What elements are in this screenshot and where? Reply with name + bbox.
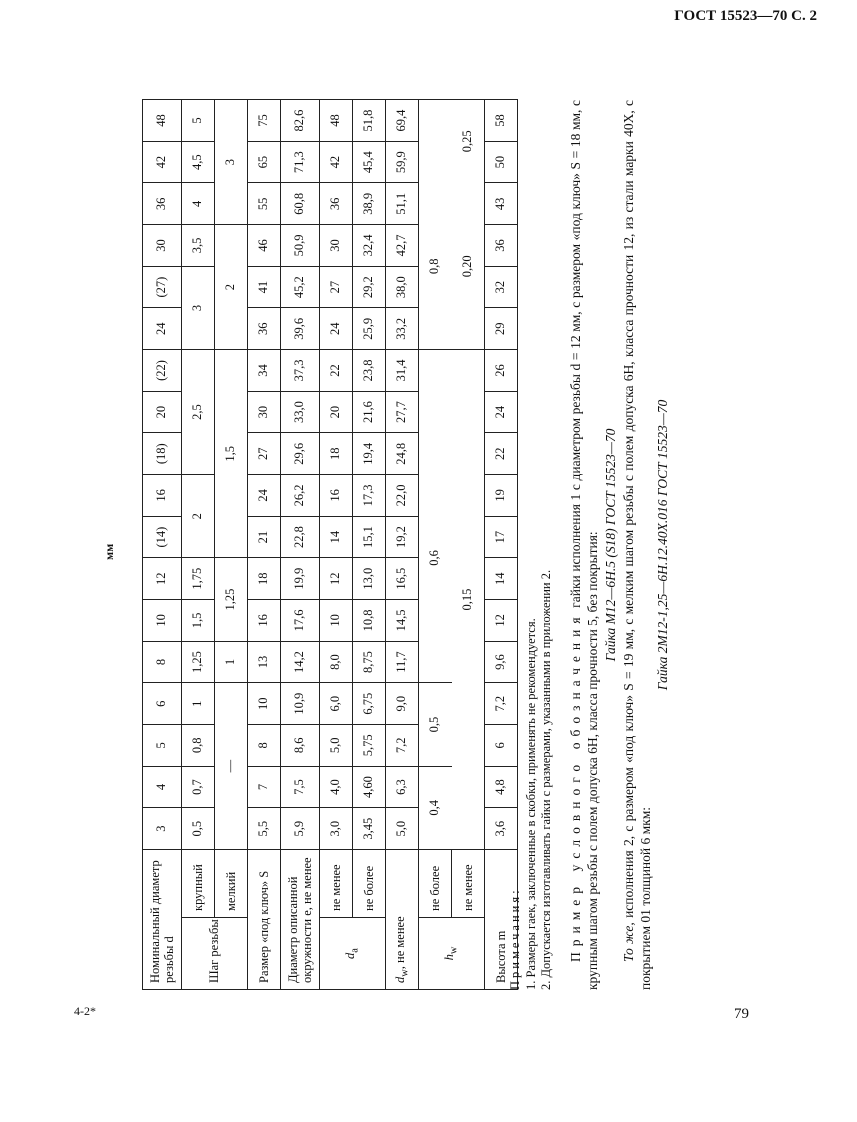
da-max-cell: 45,4	[353, 141, 386, 183]
da-max-cell: 38,9	[353, 183, 386, 225]
label-da-max: не более	[353, 849, 386, 917]
dw-cell: 19,2	[386, 516, 419, 558]
example-paragraph-1: Пример условного обозначения гайки исполнения 1 с диаметром резьбы d = 12 мм, с размером «под ключ» S = 18 мм, с крупным шагом резьбы с полем допуска 6H, класса прочности 5, без покрытия:	[568, 99, 600, 990]
wrench-cell: 16	[248, 600, 281, 642]
diameter-cell: 30	[143, 225, 182, 267]
hw-min-cell: 0,20	[452, 183, 485, 350]
coarse-pitch-cell: 0,7	[182, 766, 215, 808]
notes-heading: Примечания:	[508, 887, 522, 990]
diameter-cell: 42	[143, 141, 182, 183]
label-da-min: не менее	[320, 849, 353, 917]
wrench-cell: 13	[248, 641, 281, 683]
note-item: 1. Размеры гаек, заключенные в скобки, применять не рекомендуется.	[523, 618, 538, 990]
da-min-cell: 12	[320, 558, 353, 600]
hw-max-blank	[419, 100, 452, 183]
row-hw-min	[452, 100, 485, 990]
height-cell: 58	[485, 100, 518, 142]
da-min-cell: 4,0	[320, 766, 353, 808]
height-cell: 17	[485, 516, 518, 558]
designation-2: Гайка 2М12-1,25—6Н.12.40Х.016 ГОСТ 15523—70	[655, 399, 671, 691]
dw-cell: 6,3	[386, 766, 419, 808]
fine-pitch-cell: —	[215, 683, 248, 850]
height-cell: 32	[485, 266, 518, 308]
coarse-pitch-cell: 1	[182, 683, 215, 725]
height-cell: 43	[485, 183, 518, 225]
diameter-cell: 24	[143, 308, 182, 350]
dw-cell: 22,0	[386, 475, 419, 517]
hw-min-blank	[452, 683, 485, 850]
label-hw-min: не менее	[452, 849, 485, 917]
coarse-pitch-cell: 4	[182, 183, 215, 225]
height-cell: 50	[485, 141, 518, 183]
wrench-cell: 5,5	[248, 808, 281, 850]
da-min-cell: 20	[320, 391, 353, 433]
diameter-cell: 36	[143, 183, 182, 225]
coarse-pitch-cell: 4,5	[182, 141, 215, 183]
da-max-cell: 25,9	[353, 308, 386, 350]
row-fine-pitch	[215, 100, 248, 990]
wrench-cell: 41	[248, 266, 281, 308]
row-circumscribed-diameter	[281, 100, 320, 990]
row-da-max	[353, 100, 386, 990]
coarse-pitch-cell: 3,5	[182, 225, 215, 267]
fine-pitch-cell: 2	[215, 225, 248, 350]
e-cell: 29,6	[281, 433, 320, 475]
coarse-pitch-cell: 5	[182, 100, 215, 142]
da-min-cell: 22	[320, 350, 353, 392]
height-cell: 12	[485, 600, 518, 642]
da-max-cell: 21,6	[353, 391, 386, 433]
wrench-cell: 55	[248, 183, 281, 225]
e-cell: 33,0	[281, 391, 320, 433]
label-thread-pitch: Шаг резьбы	[182, 918, 248, 990]
coarse-pitch-cell: 0,8	[182, 725, 215, 767]
da-min-cell: 27	[320, 266, 353, 308]
da-min-cell: 14	[320, 516, 353, 558]
diameter-cell: 20	[143, 391, 182, 433]
da-max-cell: 13,0	[353, 558, 386, 600]
fine-pitch-cell: 1,25	[215, 558, 248, 641]
row-hw-max	[419, 100, 452, 990]
dw-cell: 14,5	[386, 600, 419, 642]
row-dw-min	[386, 100, 419, 990]
e-cell: 50,9	[281, 225, 320, 267]
height-cell: 3,6	[485, 808, 518, 850]
corner-mark: 4-2*	[74, 1004, 96, 1018]
da-max-cell: 19,4	[353, 433, 386, 475]
height-cell: 6	[485, 725, 518, 767]
e-cell: 26,2	[281, 475, 320, 517]
da-max-cell: 10,8	[353, 600, 386, 642]
da-min-cell: 16	[320, 475, 353, 517]
height-cell: 24	[485, 391, 518, 433]
da-max-cell: 23,8	[353, 350, 386, 392]
diameter-cell: 5	[143, 725, 182, 767]
label-hw-max: не более	[419, 849, 452, 917]
da-min-cell: 3,0	[320, 808, 353, 850]
dw-cell: 27,7	[386, 391, 419, 433]
example-paragraph-2: То же, исполнения 2, с размером «под ключ» S = 19 мм, с мелким шагом резьбы с полем допуска 6Н, класса прочности 12, из стали марки 40Х, с покрытием 01 толщиной 6 мкм:	[620, 100, 653, 990]
example-heading: Пример условного обозначения	[568, 611, 583, 962]
dw-cell: 11,7	[386, 641, 419, 683]
coarse-pitch-cell: 2,5	[182, 350, 215, 475]
height-cell: 14	[485, 558, 518, 600]
dw-cell: 69,4	[386, 100, 419, 142]
label-fine: мелкий	[215, 849, 248, 917]
diameter-cell: 16	[143, 475, 182, 517]
da-max-cell: 3,45	[353, 808, 386, 850]
da-max-cell: 8,75	[353, 641, 386, 683]
hw-max-cell: 0,5	[419, 683, 452, 766]
wrench-cell: 8	[248, 725, 281, 767]
e-cell: 7,5	[281, 766, 320, 808]
da-min-cell: 30	[320, 225, 353, 267]
da-min-cell: 5,0	[320, 725, 353, 767]
note-item: 2. Допускается изготавливать гайки с размерами, указанными в приложении 2.	[539, 569, 554, 990]
wrench-cell: 27	[248, 433, 281, 475]
wrench-cell: 18	[248, 558, 281, 600]
dw-cell: 7,2	[386, 725, 419, 767]
hw-max-cell: 0,6	[419, 433, 452, 683]
e-cell: 5,9	[281, 808, 320, 850]
e-cell: 19,9	[281, 558, 320, 600]
da-max-cell: 4,60	[353, 766, 386, 808]
label-coarse: крупный	[182, 849, 215, 917]
da-min-cell: 10	[320, 600, 353, 642]
da-max-cell: 5,75	[353, 725, 386, 767]
da-max-cell: 6,75	[353, 683, 386, 725]
da-max-cell: 15,1	[353, 516, 386, 558]
nut-dimensions-table	[142, 99, 518, 990]
e-cell: 39,6	[281, 308, 320, 350]
da-min-cell: 6,0	[320, 683, 353, 725]
coarse-pitch-cell: 1,25	[182, 641, 215, 683]
dw-cell: 24,8	[386, 433, 419, 475]
height-cell: 7,2	[485, 683, 518, 725]
label-da: $d_a$	[320, 918, 386, 990]
da-max-cell: 29,2	[353, 266, 386, 308]
wrench-cell: 46	[248, 225, 281, 267]
e-cell: 45,2	[281, 266, 320, 308]
height-cell: 22	[485, 433, 518, 475]
e-cell: 60,8	[281, 183, 320, 225]
da-min-cell: 48	[320, 100, 353, 142]
height-cell: 9,6	[485, 641, 518, 683]
page-number: 79	[734, 1006, 749, 1022]
diameter-cell: 48	[143, 100, 182, 142]
dw-cell: 38,0	[386, 266, 419, 308]
dw-cell: 33,2	[386, 308, 419, 350]
row-nominal-diameter	[143, 100, 182, 990]
row-da-min	[320, 100, 353, 990]
designation-example	[568, 100, 673, 990]
wrench-cell: 36	[248, 308, 281, 350]
notes	[508, 100, 555, 990]
diameter-cell: (27)	[143, 266, 182, 308]
da-max-cell: 32,4	[353, 225, 386, 267]
dw-cell: 31,4	[386, 350, 419, 392]
coarse-pitch-cell: 3	[182, 266, 215, 349]
diameter-cell: (14)	[143, 516, 182, 558]
e-cell: 71,3	[281, 141, 320, 183]
diameter-cell: 10	[143, 600, 182, 642]
height-cell: 36	[485, 225, 518, 267]
hw-max-cell: 0,8	[419, 183, 452, 350]
diameter-cell: 12	[143, 558, 182, 600]
diameter-cell: 4	[143, 766, 182, 808]
wrench-cell: 30	[248, 391, 281, 433]
diameter-cell: 3	[143, 808, 182, 850]
unit-label: мм	[102, 543, 116, 560]
wrench-cell: 34	[248, 350, 281, 392]
e-cell: 37,3	[281, 350, 320, 392]
hw-max-blank	[419, 350, 452, 433]
coarse-pitch-cell: 1,75	[182, 558, 215, 600]
wrench-cell: 75	[248, 100, 281, 142]
da-min-cell: 24	[320, 308, 353, 350]
da-min-cell: 42	[320, 141, 353, 183]
diameter-cell: 8	[143, 641, 182, 683]
fine-pitch-cell: 1	[215, 641, 248, 683]
dw-cell: 59,9	[386, 141, 419, 183]
e-cell: 10,9	[281, 683, 320, 725]
da-min-cell: 36	[320, 183, 353, 225]
diameter-cell: 6	[143, 683, 182, 725]
wrench-cell: 24	[248, 475, 281, 517]
dw-cell: 16,5	[386, 558, 419, 600]
height-cell: 19	[485, 475, 518, 517]
e-cell: 82,6	[281, 100, 320, 142]
fine-pitch-cell: 3	[215, 100, 248, 225]
da-min-cell: 8,0	[320, 641, 353, 683]
hw-min-cell: 0,25	[452, 100, 485, 183]
height-cell: 29	[485, 308, 518, 350]
hw-min-cell: 0,15	[452, 516, 485, 683]
e-cell: 8,6	[281, 725, 320, 767]
dw-cell: 51,1	[386, 183, 419, 225]
coarse-pitch-cell: 0,5	[182, 808, 215, 850]
page-header-title: ГОСТ 15523—70 С. 2	[674, 8, 817, 24]
fine-pitch-cell: 1,5	[215, 350, 248, 558]
coarse-pitch-cell: 2	[182, 475, 215, 558]
label-circumscribed: Диаметр описанной окружности e, не менее	[281, 849, 320, 989]
row-wrench-size	[248, 100, 281, 990]
diameter-cell: (18)	[143, 433, 182, 475]
wrench-cell: 7	[248, 766, 281, 808]
wrench-cell: 10	[248, 683, 281, 725]
label-wrench-size: Размер «под ключ» S	[248, 849, 281, 989]
da-min-cell: 18	[320, 433, 353, 475]
dw-cell: 9,0	[386, 683, 419, 725]
designation-1: Гайка М12—6Н.5 (S18) ГОСТ 15523—70	[602, 428, 618, 662]
da-max-cell: 17,3	[353, 475, 386, 517]
rotated-content	[100, 100, 740, 990]
label-hw: $h_w$	[419, 918, 485, 990]
label-nominal-diameter: Номинальный диаметр резьбы d	[143, 849, 182, 989]
wrench-cell: 21	[248, 516, 281, 558]
da-max-cell: 51,8	[353, 100, 386, 142]
dw-cell: 5,0	[386, 808, 419, 850]
hw-max-cell: 0,4	[419, 766, 452, 849]
height-cell: 26	[485, 350, 518, 392]
e-cell: 14,2	[281, 641, 320, 683]
e-cell: 22,8	[281, 516, 320, 558]
label-dw: $d_w$, не менее	[386, 849, 419, 989]
hw-min-blank	[452, 350, 485, 517]
row-coarse-pitch	[182, 100, 215, 990]
e-cell: 17,6	[281, 600, 320, 642]
dw-cell: 42,7	[386, 225, 419, 267]
label-height: Высота m	[485, 849, 518, 989]
coarse-pitch-cell: 1,5	[182, 600, 215, 642]
diameter-cell: (22)	[143, 350, 182, 392]
height-cell: 4,8	[485, 766, 518, 808]
wrench-cell: 65	[248, 141, 281, 183]
